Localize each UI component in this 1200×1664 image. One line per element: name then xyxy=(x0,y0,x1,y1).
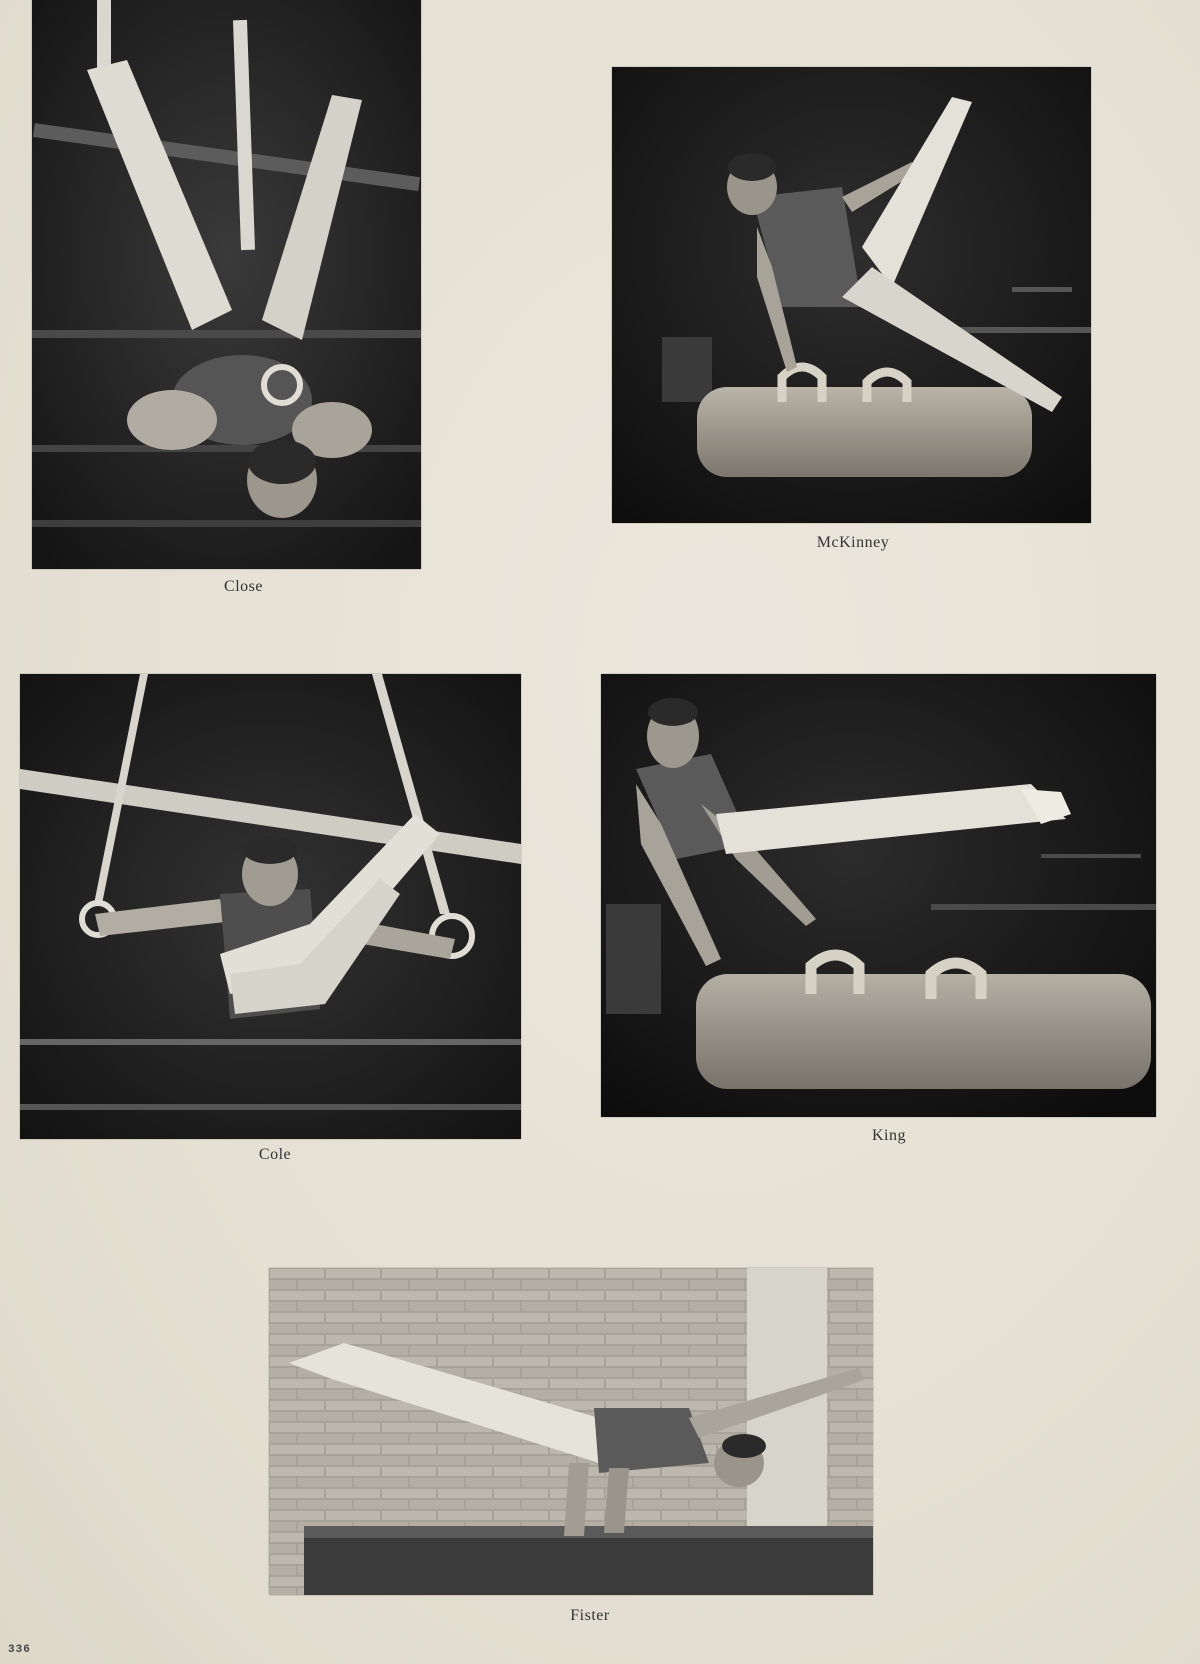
caption-cole: Cole xyxy=(258,1146,292,1163)
caption-fister: Fister xyxy=(570,1607,610,1624)
photo-king xyxy=(601,674,1156,1117)
photo-mckinney-image xyxy=(612,67,1091,523)
caption-close: Close xyxy=(224,578,263,595)
photo-king-image xyxy=(601,674,1156,1117)
caption-king: King xyxy=(872,1127,906,1144)
page-number: 336 xyxy=(8,1644,31,1656)
photo-fister xyxy=(269,1268,873,1595)
caption-mckinney: McKinney xyxy=(816,534,890,551)
photo-cole-image xyxy=(20,674,521,1139)
photo-cole xyxy=(20,674,521,1139)
photo-mckinney xyxy=(612,67,1091,523)
photo-close xyxy=(32,0,421,569)
photo-close-image xyxy=(32,0,421,569)
photo-fister-image xyxy=(269,1268,873,1595)
